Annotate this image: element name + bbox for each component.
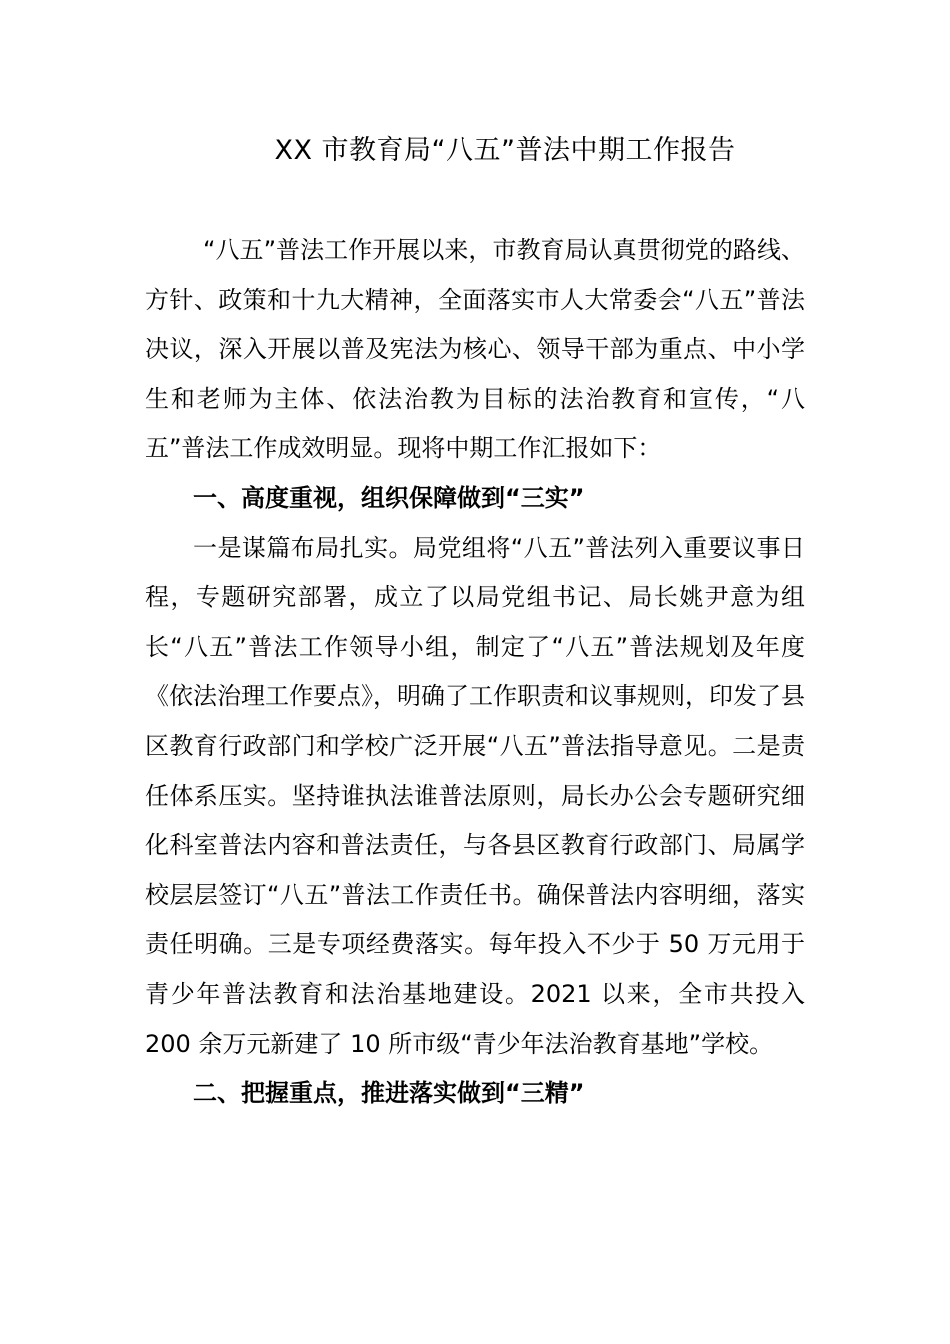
section-1-paragraph: 一是谋篇布局扎实。局党组将“八五”普法列入重要议事日程，专题研究部署，成立了以局党组书记、局长姚尹意为组长“八五”普法工作领导小组，制定了“八五”普法规划及年度《依法治理工作要点》，明确了工作职责和议事规则，印发了县区教育行政部门和学校广泛开展“八五”普法指导意见。二是责任体系压实。坚持谁执法谁普法原则，局长办公会专题研究细化科室普法内容和普法责任，与各县区教育行政部门、局属学校层层签订“八五”普法工作责任书。确保普法内容明细，落实责任明确。三是专项经费落实。每年投入不少于 50 万元用于青少年普法教育和法治基地建设。2021 以来，全市共投入 200 余万元新建了 10 所市级“青少年法治教育基地”学校。 bbox=[145, 533, 805, 1058]
section-heading-1: 一、高度重视，组织保障做到“三实” bbox=[193, 483, 585, 512]
intro-paragraph: “八五”普法工作开展以来，市教育局认真贯彻党的路线、方针、政策和十九大精神，全面落实市人大常委会“八五”普法决议，深入开展以普及宪法为核心、领导干部为重点、中小学生和老师为主体、依法治教为目标的法治教育和宣传，“八五”普法工作成效明显。现将中期工作汇报如下： bbox=[145, 236, 805, 463]
section-heading-2: 二、把握重点，推进落实做到“三精” bbox=[193, 1079, 585, 1108]
document-body bbox=[145, 226, 805, 1119]
document-title: XX 市教育局“八五”普法中期工作报告 bbox=[274, 135, 736, 166]
